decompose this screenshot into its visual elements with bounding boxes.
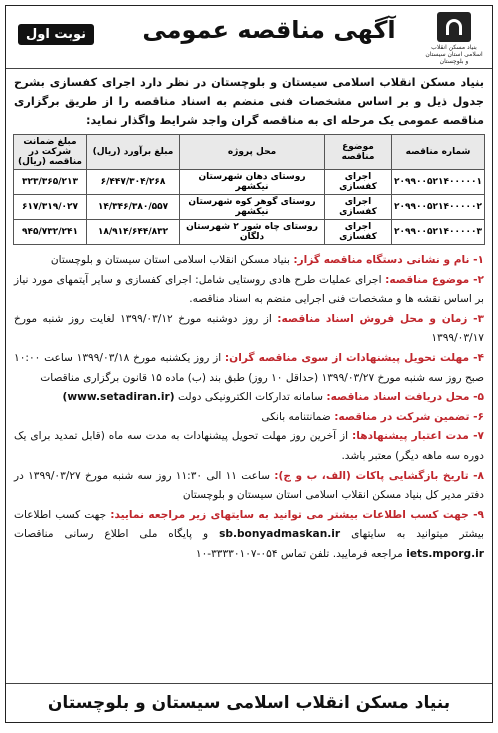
table-cell: ۶۱۷/۳۱۹/۰۲۷ bbox=[14, 195, 87, 220]
table-cell: ۱۴/۳۴۶/۳۸۰/۵۵۷ bbox=[87, 195, 180, 220]
page-title: آگهی مناقصه عمومی bbox=[142, 16, 396, 44]
list-item bbox=[14, 251, 484, 271]
setadiran-link[interactable]: (www.setadiran.ir) bbox=[62, 391, 175, 404]
item-label: ۷- مدت اعتبار پیشنهادها: bbox=[352, 430, 484, 443]
item-label: ۴- مهلت تحویل پیشنهادات از سوی مناقصه گران: bbox=[224, 351, 484, 364]
table-row bbox=[14, 170, 485, 195]
list-item bbox=[14, 271, 484, 310]
table-cell: روستای چاه شور ۲ شهرستان دلگان bbox=[180, 220, 325, 245]
item-text: بنیاد مسکن انقلاب اسلامی استان سیستان و بلوچستان bbox=[50, 254, 290, 266]
list-item bbox=[14, 388, 484, 408]
table-cell: ۲۰۹۹۰۰۵۲۱۴۰۰۰۰۰۳ bbox=[392, 220, 485, 245]
table-row bbox=[14, 220, 485, 245]
item-text: ضمانتنامه بانکی bbox=[261, 410, 331, 423]
house-icon bbox=[437, 12, 471, 42]
list-item bbox=[14, 408, 484, 428]
item-label: ۲- موضوع مناقصه: bbox=[385, 273, 484, 286]
column-header: مبلغ برآورد (ریال) bbox=[87, 135, 180, 170]
table-cell: ۶/۴۴۷/۳۰۴/۲۶۸ bbox=[87, 170, 180, 195]
item-label: ۶- تضمین شرکت در مناقصه: bbox=[334, 410, 484, 423]
item-text: جهت کسب اطلاعات بیشتر میتوانید به سایتهای bbox=[14, 508, 484, 541]
list-item bbox=[14, 467, 484, 506]
tender-table bbox=[13, 134, 485, 245]
item-text: اجرای عملیات طرح هادی روستایی شامل: اجرای کفسازی و سایر آیتمهای مورد نیاز بر اساس نقشه ها و مشخصات فنی اجرایی منضم به اسناد مناقصه. bbox=[14, 273, 484, 306]
table-cell: اجرای کفسازی bbox=[325, 170, 392, 195]
item-text: از روز یکشنبه مورخ ۱۳۹۹/۰۳/۱۸ ساعت ۱۰:۰۰ صبح روز سه شنبه مورخ ۱۳۹۹/۰۳/۲۷ (حداقل ۱۰ روز) طبق بند (ب) ماده ۱۵ قانون برگزاری مناقصات bbox=[14, 351, 484, 384]
footer-organization: بنیاد مسکن انقلاب اسلامی سیستان و بلوچستان bbox=[6, 683, 492, 722]
iets-link[interactable]: iets.mporg.ir bbox=[406, 547, 484, 560]
column-header: شماره مناقصه bbox=[392, 135, 485, 170]
table-cell: ۹۴۵/۷۳۲/۲۴۱ bbox=[14, 220, 87, 245]
table-header-row bbox=[14, 135, 485, 170]
edition-badge: نوبت اول bbox=[18, 24, 94, 45]
logo-caption: بنیاد مسکن انقلاب اسلامی استان سیستان و بلوچستان bbox=[425, 44, 483, 65]
item-text: از آخرین روز مهلت تحویل پیشنهادات به مدت سه ماه (قابل تمدید برای یک دوره سه ماهه دیگر) معتبر باشد. bbox=[14, 430, 484, 462]
item-label: ۱- نام و نشانی دستگاه مناقصه گزار: bbox=[293, 254, 484, 266]
tender-notice bbox=[5, 5, 493, 723]
table-cell: روستای دهان شهرستان نیکشهر bbox=[180, 170, 325, 195]
item-label: ۸- تاریخ بازگشایی پاکات (الف، ب و ج): bbox=[274, 469, 485, 482]
table-cell: اجرای کفسازی bbox=[325, 220, 392, 245]
item-text: مراجعه فرمایید. تلفن تماس ۰۵۴-۳۳۳۳۰۱۰۷-۱۰ bbox=[195, 547, 403, 560]
column-header: محل پروژه bbox=[180, 135, 325, 170]
item-text: و پایگاه ملی اطلاع رسانی مناقصات bbox=[14, 528, 209, 541]
list-item bbox=[14, 506, 484, 565]
table-cell: ۲۰۹۹۰۰۵۲۱۴۰۰۰۰۰۲ bbox=[392, 195, 485, 220]
table-row bbox=[14, 195, 485, 220]
item-label: ۵- محل دریافت اسناد مناقصه: bbox=[326, 391, 484, 404]
list-item bbox=[14, 349, 484, 388]
item-text: از روز دوشنبه مورخ ۱۳۹۹/۰۳/۱۲ لغایت روز شنبه مورخ ۱۳۹۹/۰۳/۱۷ bbox=[14, 312, 484, 345]
table-cell: ۱۸/۹۱۴/۶۴۴/۸۳۲ bbox=[87, 220, 180, 245]
intro-paragraph: بنیاد مسکن انقلاب اسلامی سیستان و بلوچستان در نظر دارد اجرای کفسازی بشرح جدول ذیل و بر اساس مشخصات فنی منضم به اسناد مناقصه را از طریق برگزاری مناقصه عمومی یک مرحله ای به مناقصه گران واجد شرایط واگذار نماید: bbox=[14, 76, 484, 127]
table-cell: روستای گوهر کوه شهرستان نیکشهر bbox=[180, 195, 325, 220]
item-label: ۳- زمان و محل فروش اسناد مناقصه: bbox=[277, 312, 484, 325]
item-text: ساعت ۱۱ الی ۱۱:۳۰ روز سه شنبه مورخ ۱۳۹۹/۰۳/۲۷ در دفتر مدیر کل بنیاد مسکن انقلاب اسلامی استان سیستان و بلوچستان bbox=[14, 469, 484, 502]
column-header: موضوع مناقصه bbox=[325, 135, 392, 170]
list-item bbox=[14, 310, 484, 349]
item-label: ۹- جهت کسب اطلاعات بیشتر می توانید به سایتهای زیر مراجعه نمایید: bbox=[110, 508, 484, 521]
organization-logo bbox=[424, 12, 484, 65]
conditions-list bbox=[6, 249, 492, 565]
table-cell: ۳۲۳/۳۶۵/۲۱۳ bbox=[14, 170, 87, 195]
list-item bbox=[14, 427, 484, 466]
bonyadmaskan-link[interactable]: sb.bonyadmaskan.ir bbox=[219, 528, 341, 541]
table-cell: اجرای کفسازی bbox=[325, 195, 392, 220]
column-header: مبلغ ضمانت شرکت در مناقصه (ریال) bbox=[14, 135, 87, 170]
notice-header bbox=[6, 6, 492, 69]
item-text: سامانه تدارکات الکترونیکی دولت bbox=[177, 391, 324, 404]
table-cell: ۲۰۹۹۰۰۵۲۱۴۰۰۰۰۰۱ bbox=[392, 170, 485, 195]
